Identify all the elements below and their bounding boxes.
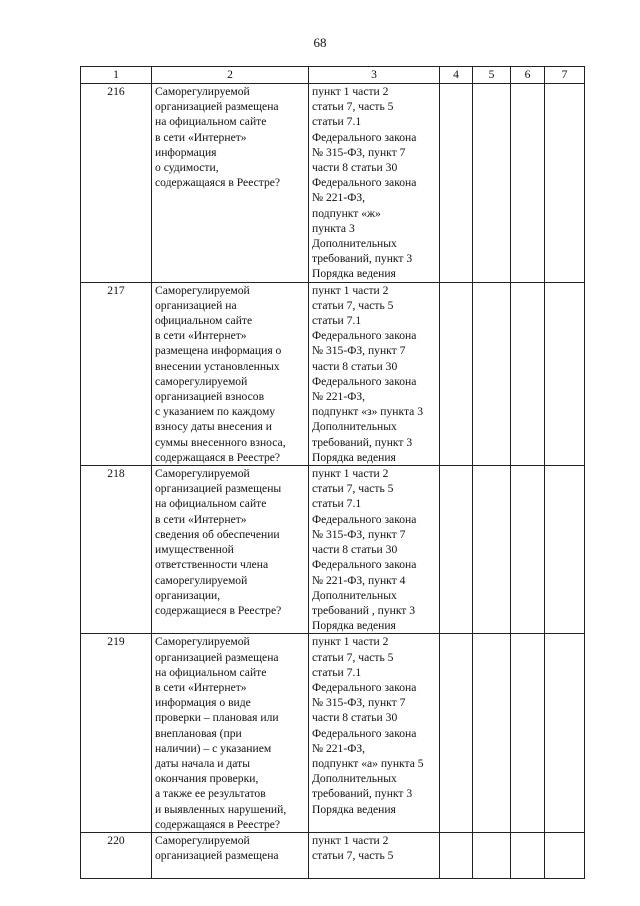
reference-line: пункт 1 части 2 (312, 833, 389, 847)
legal-reference-cell (309, 634, 440, 833)
row-number: 217 (81, 282, 152, 465)
reference-line: части 8 статьи 30 (312, 711, 398, 725)
empty-answer-cell (545, 832, 585, 878)
empty-answer-cell (511, 832, 545, 878)
reference-line: Порядка ведения (312, 267, 396, 281)
question-line: в сети «Интернет» (155, 329, 247, 343)
legal-reference-cell (309, 832, 440, 878)
question-cell (152, 282, 309, 465)
reference-line: части 8 статьи 30 (312, 359, 398, 373)
row-number: 218 (81, 466, 152, 634)
reference-line: Федерального закона (312, 726, 417, 740)
empty-answer-cell (473, 832, 511, 878)
question-line: а также ее результатов (155, 787, 266, 801)
reference-line: требований , пункт 3 (312, 603, 416, 617)
reference-line: статьи 7, часть 5 (312, 650, 394, 664)
question-line: информация о виде (155, 696, 251, 710)
question-line: саморегулируемой (155, 573, 248, 587)
column-header: 6 (511, 67, 545, 84)
question-line: официальном сайте (155, 314, 253, 328)
reference-line: пункт 1 части 2 (312, 85, 389, 98)
question-line: суммы внесенного взноса, (155, 435, 286, 449)
empty-answer-cell (440, 84, 473, 283)
reference-line: № 221-ФЗ, (312, 390, 366, 404)
reference-line: пункта 3 (312, 221, 355, 235)
legal-reference-cell (309, 282, 440, 465)
reference-line: требований, пункт 3 (312, 787, 413, 801)
question-cell (152, 84, 309, 283)
reference-line: Федерального закона (312, 512, 417, 526)
column-header: 2 (152, 67, 309, 84)
column-header: 1 (81, 67, 152, 84)
question-line: Саморегулируемой (155, 85, 250, 98)
question-line: на официальном сайте (155, 665, 267, 679)
question-line: Саморегулируемой (155, 467, 250, 481)
reference-line: подпункт «з» пункта 3 (312, 405, 424, 419)
table-row (81, 282, 585, 465)
column-header: 5 (473, 67, 511, 84)
legal-reference-cell (309, 84, 440, 283)
question-line: информация (155, 145, 217, 159)
empty-answer-cell (473, 634, 511, 833)
empty-answer-cell (511, 634, 545, 833)
column-header: 7 (545, 67, 585, 84)
empty-answer-cell (511, 84, 545, 283)
table-row (81, 466, 585, 634)
page-number: 68 (313, 35, 327, 50)
question-cell (152, 634, 309, 833)
question-line: содержащаяся в Реестре? (155, 817, 281, 831)
reference-line: требований, пункт 3 (312, 435, 413, 449)
question-line: организацией на (155, 298, 237, 312)
question-line: внеплановая (при (155, 726, 242, 740)
empty-answer-cell (440, 634, 473, 833)
question-line: содержащиеся в Реестре? (155, 603, 282, 617)
question-line: содержащаяся в Реестре? (155, 450, 281, 464)
row-number: 219 (81, 634, 152, 833)
empty-answer-cell (473, 466, 511, 634)
reference-line: Порядка ведения (312, 802, 396, 816)
empty-answer-cell (440, 832, 473, 878)
reference-line: Порядка ведения (312, 450, 396, 464)
question-line: в сети «Интернет» (155, 130, 247, 144)
reference-line: Федерального закона (312, 558, 417, 572)
question-line: имущественной (155, 543, 234, 557)
reference-line: пункт 1 части 2 (312, 283, 389, 297)
question-line: Саморегулируемой (155, 283, 250, 297)
reference-line: Федерального закона (312, 680, 417, 694)
question-line: ответственности члена (155, 558, 269, 572)
reference-line: части 8 статьи 30 (312, 543, 398, 557)
question-line: организацией размещена (155, 650, 279, 664)
table-row (81, 832, 585, 878)
reference-line: части 8 статьи 30 (312, 161, 398, 175)
question-line: в сети «Интернет» (155, 680, 247, 694)
checklist-table (80, 66, 585, 879)
question-line: организацией взносов (155, 390, 265, 404)
empty-answer-cell (440, 282, 473, 465)
reference-line: № 221-ФЗ, (312, 741, 366, 755)
reference-line: Дополнительных (312, 588, 397, 602)
empty-answer-cell (473, 84, 511, 283)
question-line: организации, (155, 588, 221, 602)
question-line: даты начала и даты (155, 756, 250, 770)
reference-line: Федерального закона (312, 130, 417, 144)
reference-line: статьи 7.1 (312, 314, 362, 328)
reference-line: пункт 1 части 2 (312, 467, 389, 481)
empty-answer-cell (545, 282, 585, 465)
question-line: на официальном сайте (155, 497, 267, 511)
question-line: внесении установленных (155, 359, 280, 373)
question-line: размещена информация о (155, 344, 282, 358)
question-line: окончания проверки, (155, 772, 259, 786)
reference-line: № 315-ФЗ, пункт 7 (312, 344, 406, 358)
reference-line: № 221-ФЗ, (312, 191, 366, 205)
reference-line: Дополнительных (312, 237, 397, 251)
column-header: 4 (440, 67, 473, 84)
question-line: взносу даты внесения и (155, 420, 272, 434)
reference-line: статьи 7, часть 5 (312, 100, 394, 114)
reference-line: статьи 7.1 (312, 115, 362, 129)
empty-answer-cell (473, 282, 511, 465)
empty-answer-cell (511, 282, 545, 465)
question-line: Саморегулируемой (155, 833, 250, 847)
question-line: организацией размещена (155, 849, 279, 863)
reference-line: статьи 7, часть 5 (312, 849, 394, 863)
reference-line: Федерального закона (312, 329, 417, 343)
reference-line: № 315-ФЗ, пункт 7 (312, 527, 406, 541)
question-line: проверки – плановая или (155, 711, 279, 725)
reference-line: Дополнительных (312, 772, 397, 786)
reference-line: подпункт «а» пункта 5 (312, 756, 424, 770)
question-line: Саморегулируемой (155, 635, 250, 649)
reference-line: № 315-ФЗ, пункт 7 (312, 696, 406, 710)
reference-line: № 315-ФЗ, пункт 7 (312, 145, 406, 159)
question-line: сведения об обеспечении (155, 527, 280, 541)
reference-line: статьи 7, часть 5 (312, 482, 394, 496)
empty-answer-cell (511, 466, 545, 634)
question-line: организацией размещены (155, 482, 282, 496)
question-line: саморегулируемой (155, 374, 248, 388)
empty-answer-cell (545, 634, 585, 833)
question-line: организацией размещена (155, 100, 279, 114)
reference-line: № 221-ФЗ, пункт 4 (312, 573, 406, 587)
question-line: на официальном сайте (155, 115, 267, 129)
question-line: наличии) – с указанием (155, 741, 272, 755)
reference-line: Дополнительных (312, 420, 397, 434)
reference-line: статьи 7, часть 5 (312, 298, 394, 312)
column-header: 3 (309, 67, 440, 84)
row-number: 216 (81, 84, 152, 283)
header-row (81, 67, 585, 84)
reference-line: требований, пункт 3 (312, 252, 413, 266)
question-cell (152, 832, 309, 878)
reference-line: статьи 7.1 (312, 497, 362, 511)
legal-reference-cell (309, 466, 440, 634)
reference-line: Федерального закона (312, 176, 417, 190)
table-row (81, 634, 585, 833)
question-line: о судимости, (155, 161, 219, 175)
reference-line: Федерального закона (312, 374, 417, 388)
table-row (81, 84, 585, 283)
empty-answer-cell (545, 84, 585, 283)
question-cell (152, 466, 309, 634)
question-line: и выявленных нарушений, (155, 802, 287, 816)
question-line: в сети «Интернет» (155, 512, 247, 526)
empty-answer-cell (545, 466, 585, 634)
row-number: 220 (81, 832, 152, 878)
reference-line: Порядка ведения (312, 619, 396, 633)
reference-line: подпункт «ж» (312, 206, 381, 220)
question-line: содержащаяся в Реестре? (155, 176, 281, 190)
question-line: с указанием по каждому (155, 405, 276, 419)
reference-line: пункт 1 части 2 (312, 635, 389, 649)
empty-answer-cell (440, 466, 473, 634)
reference-line: статьи 7.1 (312, 665, 362, 679)
